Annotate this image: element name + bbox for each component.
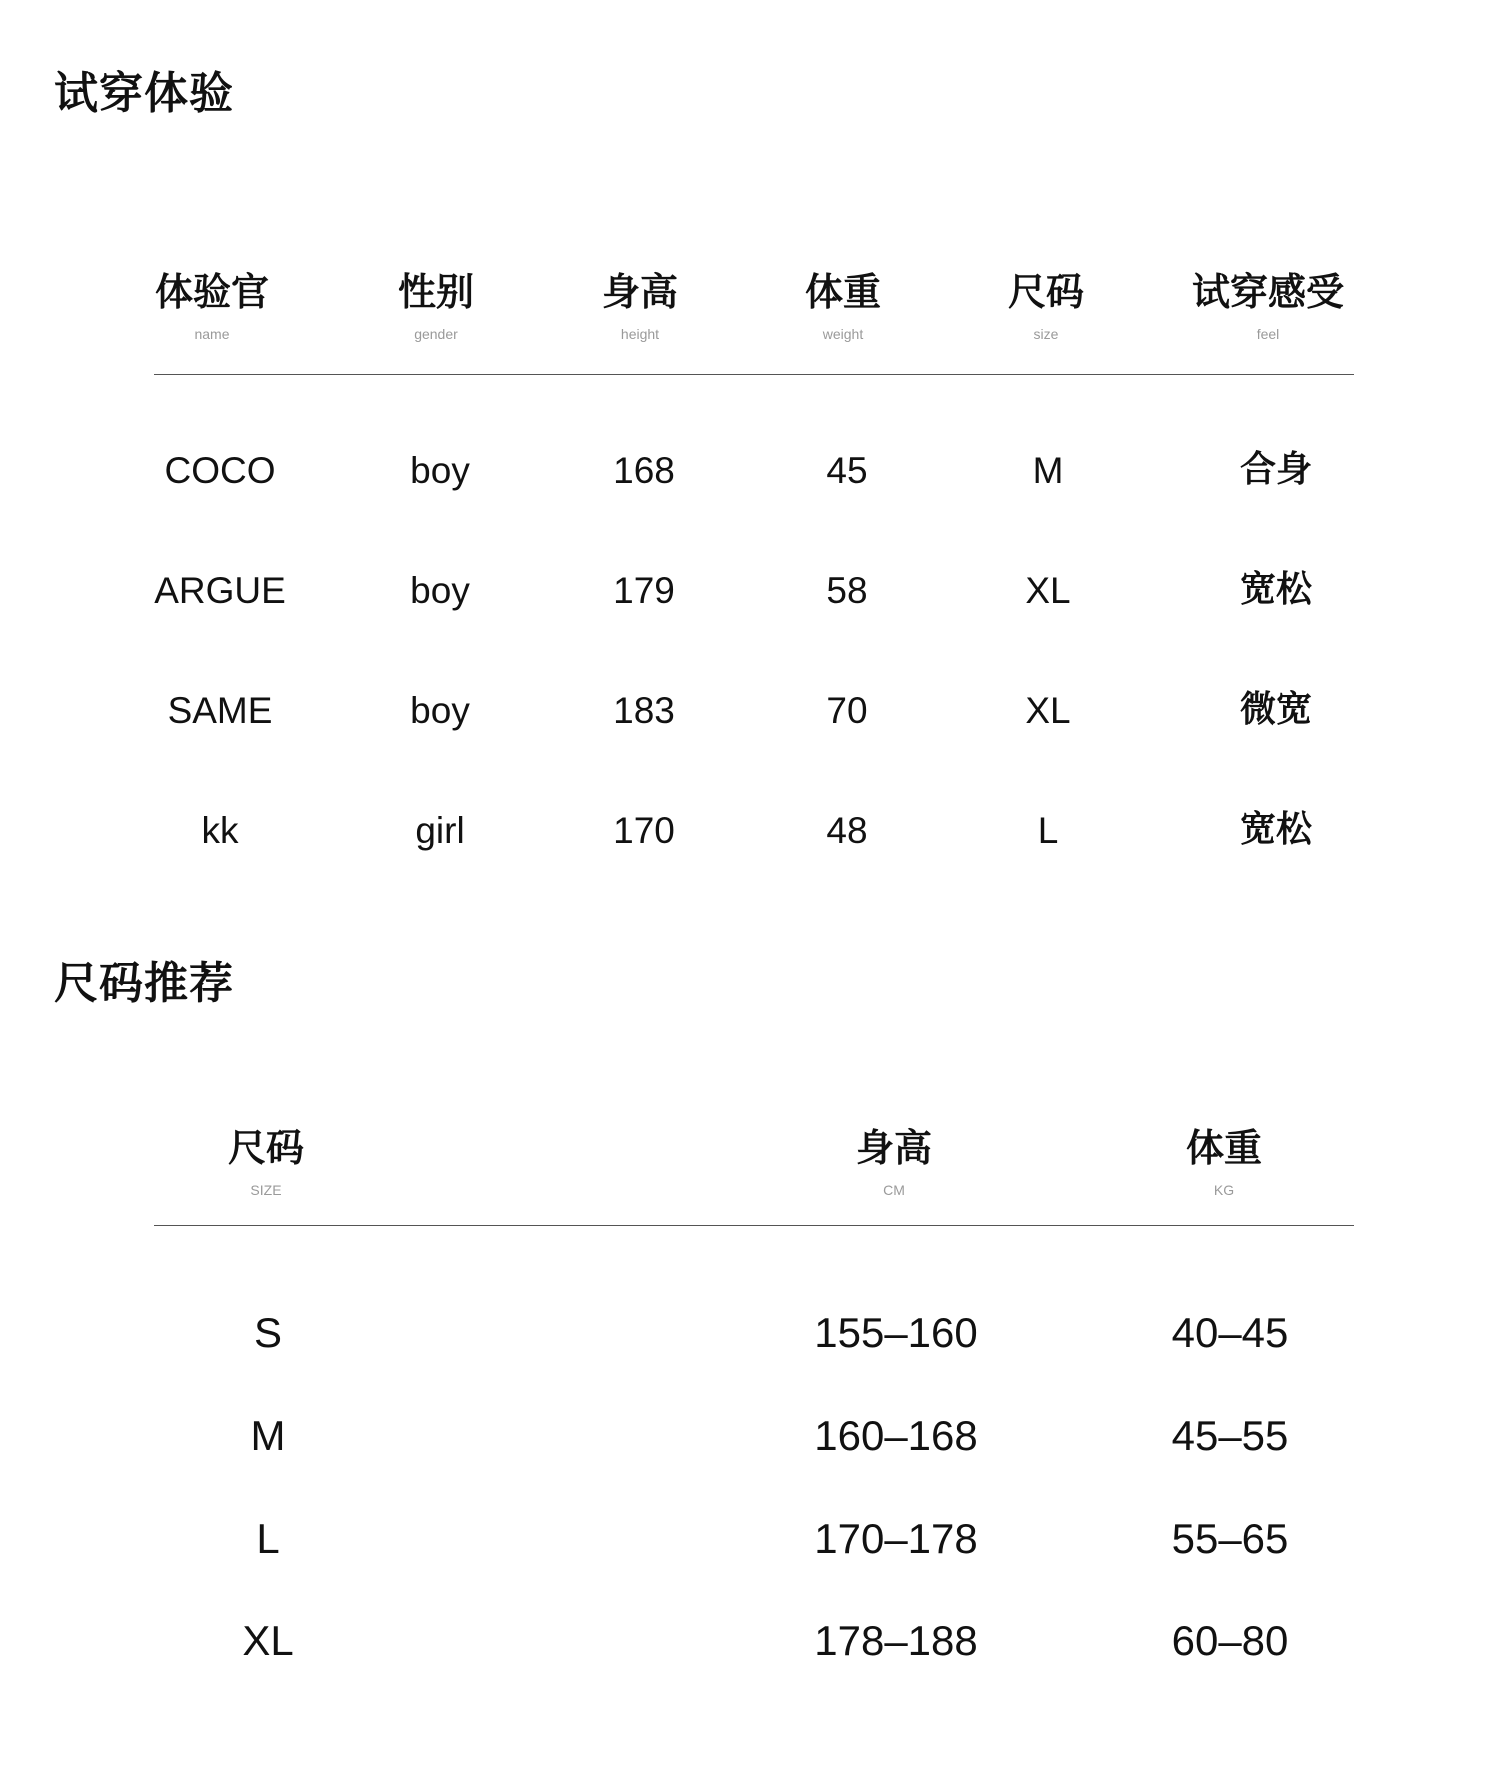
size-cell-height: 160–168 — [814, 1412, 978, 1459]
tryon-cell-feel: 宽松 — [1239, 569, 1313, 610]
tryon-cell-weight: 58 — [826, 570, 868, 611]
tryon-header-name: 体验官 name — [154, 270, 270, 342]
tryon-cell-gender: girl — [415, 810, 465, 851]
tryon-section-title: 试穿体验 — [54, 68, 234, 119]
size-cell-height: 170–178 — [814, 1515, 978, 1562]
size-cell-size: S — [253, 1309, 283, 1356]
tryon-cell-height: 183 — [613, 690, 675, 731]
tryon-cell-size: M — [1032, 450, 1064, 491]
tryon-cell-weight: 45 — [826, 450, 868, 491]
tryon-cell-height: 179 — [613, 570, 675, 611]
size-row — [0, 1412, 1500, 1465]
tryon-cell-gender: boy — [410, 450, 470, 491]
tryon-cell-size: XL — [1025, 570, 1071, 611]
size-cell-size: XL — [242, 1617, 294, 1664]
tryon-header-feel: 试穿感受 feel — [1191, 270, 1345, 342]
size-row — [0, 1617, 1500, 1670]
size-row — [0, 1515, 1500, 1568]
size-cell-weight: 40–45 — [1171, 1309, 1289, 1356]
tryon-row — [0, 689, 1500, 742]
tryon-row — [0, 809, 1500, 862]
tryon-cell-name: SAME — [167, 690, 273, 731]
tryon-row — [0, 449, 1500, 502]
size-cell-size: L — [256, 1515, 280, 1562]
tryon-header-weight: 体重 weight — [804, 270, 882, 342]
tryon-cell-feel: 合身 — [1239, 449, 1313, 490]
tryon-cell-name: ARGUE — [154, 570, 286, 611]
tryon-cell-weight: 70 — [826, 690, 868, 731]
size-header-height: 身高 CM — [855, 1126, 933, 1198]
tryon-cell-gender: boy — [410, 690, 470, 731]
size-section-title: 尺码推荐 — [54, 958, 234, 1009]
size-cell-size: M — [250, 1412, 286, 1459]
tryon-cell-height: 170 — [613, 810, 675, 851]
size-header-weight: 体重 KG — [1185, 1126, 1263, 1198]
size-row — [0, 1309, 1500, 1362]
tryon-header-height: 身高 height — [601, 270, 679, 342]
tryon-cell-feel: 微宽 — [1239, 689, 1313, 730]
tryon-cell-size: XL — [1025, 690, 1071, 731]
tryon-cell-height: 168 — [613, 450, 675, 491]
tryon-cell-feel: 宽松 — [1239, 809, 1313, 850]
tryon-header-size: 尺码 size — [1007, 270, 1085, 342]
tryon-cell-size: L — [1037, 810, 1059, 851]
size-cell-weight: 45–55 — [1171, 1412, 1289, 1459]
tryon-cell-name: COCO — [164, 450, 276, 491]
size-cell-height: 178–188 — [814, 1617, 978, 1664]
size-header-size: 尺码 SIZE — [227, 1126, 305, 1198]
tryon-cell-weight: 48 — [826, 810, 868, 851]
tryon-cell-gender: boy — [410, 570, 470, 611]
size-cell-weight: 55–65 — [1171, 1515, 1289, 1562]
tryon-header-gender: 性别 gender — [397, 270, 475, 342]
tryon-row — [0, 569, 1500, 622]
size-cell-weight: 60–80 — [1171, 1617, 1289, 1664]
tryon-cell-name: kk — [201, 810, 239, 851]
size-cell-height: 155–160 — [814, 1309, 978, 1356]
size-header-divider — [154, 1225, 1354, 1226]
tryon-header-divider — [154, 374, 1354, 375]
